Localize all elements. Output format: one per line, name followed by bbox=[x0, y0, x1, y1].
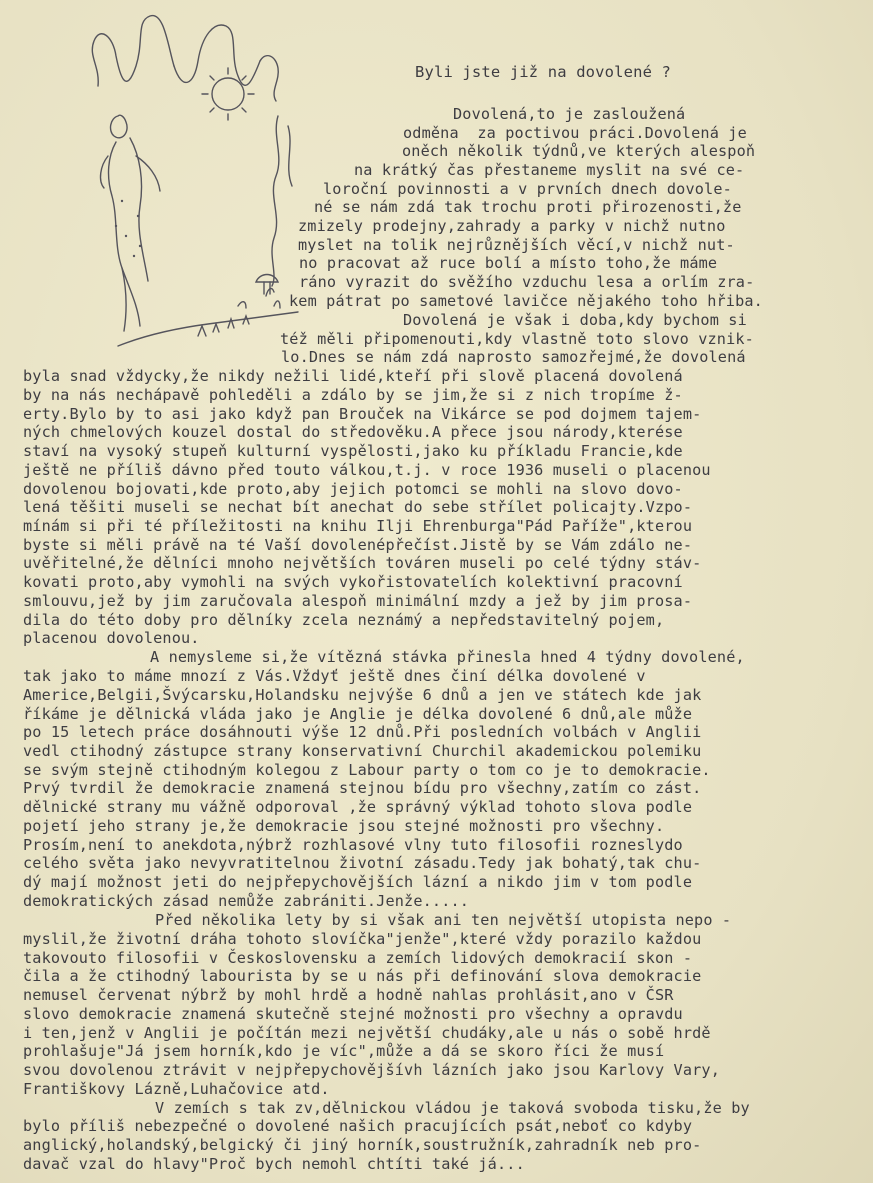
text-line: V zemích s tak zv,dělnickou vládou je taková svoboda tisku,že by bbox=[155, 1099, 750, 1117]
text-line: myslil,že životní dráha tohoto slovíčka"jenže",které vždy porazilo každou bbox=[23, 930, 702, 948]
text-line: smlouvu,jež by jim zaručovala alespoň minimální mzdy a jež by jim prosa- bbox=[23, 592, 693, 610]
text-line: se svým stejně ctihodným kolegou z Labour party o tom co je to demokracie. bbox=[23, 761, 711, 779]
text-line: staví na vysoký stupeň kulturní vyspělosti,jako ku příkladu Francie,kde bbox=[23, 442, 683, 460]
text-line: loroční povinnosti a v prvních dnech dovole- bbox=[323, 180, 732, 198]
text-line: čila a že ctihodný labourista by se u nás při definování slova demokracie bbox=[23, 967, 702, 985]
text-line: ných chmelových kouzel dostal do středověku.A přece jsou národy,kterése bbox=[23, 423, 683, 441]
text-line: né se nám zdá tak trochu proti přirozenosti,že bbox=[314, 198, 742, 216]
text-line: byste si měli právě na té Vaší dovolenépřečíst.Jistě by se Vám zdálo ne- bbox=[23, 536, 693, 554]
text-line: anglický,holandský,belgický či jiný horník,soustružník,zahradník neb pro- bbox=[23, 1136, 702, 1154]
text-line: mínám si při té příležitosti na knihu Ilji Ehrenburga"Pád Paříže",kterou bbox=[23, 517, 693, 535]
text-line: Americe,Belgii,Švýcarsku,Holandsku nejvýše 6 dnů a jen ve státech kde jak bbox=[23, 686, 702, 704]
text-line: Dovolená,to je zasloužená bbox=[453, 105, 686, 123]
text-line: též měli připomenouti,kdy vlastně toto slovo vznik- bbox=[280, 330, 754, 348]
text-line: by na nás nechápavě pohleděli a zdálo by se jim,že si z nich tropíme ž- bbox=[23, 386, 683, 404]
text-line: prohlašuje"Já jsem horník,kdo je víc",může a dá se skoro říci že musí bbox=[23, 1042, 665, 1060]
text-line: erty.Bylo by to asi jako když pan Brouček na Vikárce se pod dojmem tajem- bbox=[23, 405, 702, 423]
text-line: říkáme je dělnická vláda jako je Anglie je délka dovolené 6 dnů,ale může bbox=[23, 705, 693, 723]
text-line: lená těšiti museli se nechat bít anechat do sebe střílet policajty.Vzpo- bbox=[23, 498, 693, 516]
text-line: no pracovat až ruce bolí a místo toho,že máme bbox=[299, 254, 718, 272]
text-line: slovo demokracie znamená skutečně stejné možnosti pro všechny a opravdu bbox=[23, 1005, 683, 1023]
text-line: Prosím,není to anekdota,nýbrž rozhlasové vlny tuto filosofii rozneslydo bbox=[23, 836, 683, 854]
text-line: vedl ctihodný zástupce strany konservativní Churchil akademickou polemiku bbox=[23, 742, 702, 760]
text-line: dila do této doby pro dělníky zcela neznámý a nepředstavitelný pojem, bbox=[23, 611, 665, 629]
page-title: Byli jste již na dovolené ? bbox=[415, 63, 672, 81]
hand-drawn-illustration bbox=[78, 6, 318, 366]
text-line: A nemysleme si,že vítězná stávka přinesla hned 4 týdny dovolené, bbox=[150, 648, 745, 666]
text-line: svou dovolenou ztrávit v nejpřepychovějšívh lázních jako jsou Karlovy Vary, bbox=[23, 1061, 721, 1079]
text-line: myslet na tolik nejrůznějších věcí,v nichž nut- bbox=[298, 236, 735, 254]
text-line: davač vzal do hlavy"Proč bych nemohl chtíti také já... bbox=[23, 1155, 525, 1173]
text-line: Dovolená je však i doba,kdy bychom si bbox=[403, 311, 747, 329]
text-line: takovouto filosofii v Československu a zemích lidových demokracií skon - bbox=[23, 949, 693, 967]
text-line: placenou dovolenou. bbox=[23, 629, 200, 647]
text-line: celého světa jako nevyvratitelnou životní zásadu.Tedy jak bohatý,tak chu- bbox=[23, 854, 702, 872]
text-line: uvěřitelné,že dělníci mnoho největších továren museli po celé týdny stáv- bbox=[23, 554, 702, 572]
text-line: zmizely prodejny,zahrady a parky v nichž nutno bbox=[298, 217, 726, 235]
text-line: demokratických zásad nemůže zabrániti.Jenže..... bbox=[23, 892, 470, 910]
text-line: oněch několik týdnů,ve kterých alespoň bbox=[402, 142, 756, 160]
text-line: na krátký čas přestaneme myslit na své ce- bbox=[354, 161, 745, 179]
text-line: ještě ne příliš dávno před touto válkou,t.j. v roce 1936 museli o placenou bbox=[23, 461, 711, 479]
text-line: kovati proto,aby vymohli na svých vykořistovatelích kolektivní pracovní bbox=[23, 573, 683, 591]
text-line: nemusel červenat nýbrž by mohl hrdě a hodně nahlas prohlásit,ano v ČSR bbox=[23, 986, 674, 1004]
text-line: dý mají možnost jeti do nejpřepychovějších lázní a nikdo jim v tom podle bbox=[23, 873, 693, 891]
text-line: odměna za poctivou práci.Dovolená je bbox=[403, 124, 747, 142]
text-line: i ten,jenž v Anglii je počítán mezi největší chudáky,ale u nás o sobě hrdě bbox=[23, 1024, 711, 1042]
text-line: dovolenou bojovati,kde proto,aby jejich potomci se mohli na slovo dovo- bbox=[23, 480, 683, 498]
text-line: byla snad vždycky,že nikdy nežili lidé,kteří při slově placená dovolená bbox=[23, 367, 683, 385]
text-line: kem pátrat po sametové lavičce nějakého toho hřiba. bbox=[289, 292, 763, 310]
text-line: bylo příliš nebezpečné o dovolené našich pracujících psát,neboť co kdyby bbox=[23, 1117, 693, 1135]
text-line: ráno vyrazit do svěžího vzduchu lesa a orlím zra- bbox=[299, 273, 755, 291]
text-line: tak jako to máme mnozí z Vás.Vždyť ještě dnes činí délka dovolené v bbox=[23, 667, 646, 685]
text-line: dělnické strany mu vážně odporoval ,že správný výklad tohoto slova podle bbox=[23, 798, 693, 816]
text-line: pojetí jeho strany je,že demokracie jsou stejné možnosti pro všechny. bbox=[23, 817, 665, 835]
text-line: po 15 letech práce dosáhnouti výše 12 dnů.Při posledních volbách v Anglii bbox=[23, 723, 702, 741]
text-line: Před několika lety by si však ani ten největší utopista nepo - bbox=[155, 911, 732, 929]
text-line: Františkovy Lázně,Luhačovice atd. bbox=[23, 1080, 330, 1098]
text-line: Prvý tvrdil že demokracie znamená stejnou bídu pro všechny,zatím co zást. bbox=[23, 779, 702, 797]
text-line: lo.Dnes se nám zdá naprosto samozřejmé,že dovolená bbox=[281, 348, 746, 366]
